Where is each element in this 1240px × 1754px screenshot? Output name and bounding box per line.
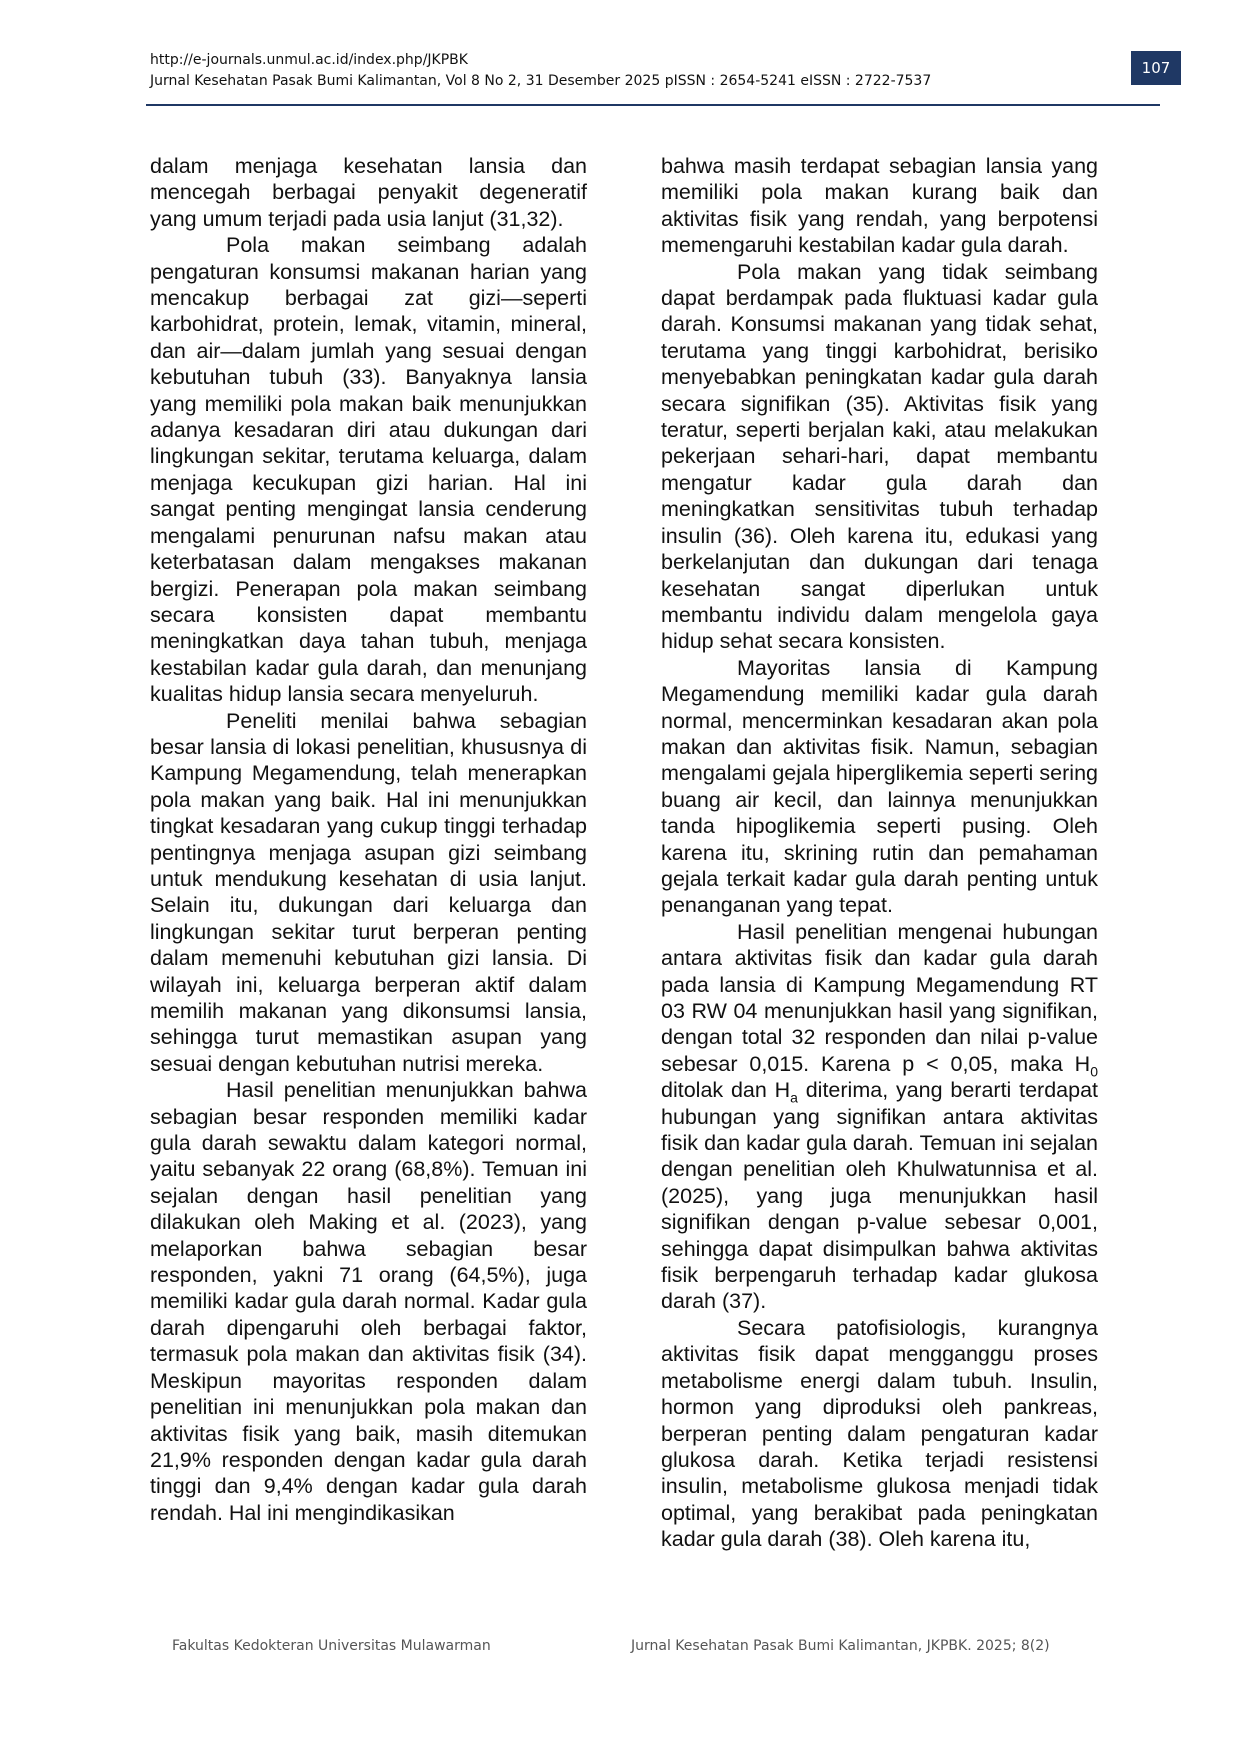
paragraph: Secara patofisiologis, kurangnya aktivitas fisik dapat mengganggu proses metabolisme energi dalam tubuh. Insulin, hormon yang diproduksi oleh pankreas, berperan penting dalam pengaturan kadar glukosa darah. Ketika terjadi resistensi insulin, metabolisme glukosa menjadi tidak optimal, yang berakibat pada peningkatan kadar gula darah (38). Oleh karena itu, [661,1315,1098,1552]
journal-citation-line: Jurnal Kesehatan Pasak Bumi Kalimantan, Vol 8 No 2, 31 Desember 2025 pISSN : 2654-5241 eISSN : 2722-7537 [150,73,932,89]
footer-faculty: Fakultas Kedokteran Universitas Mulawarman [172,1638,491,1654]
left-column [150,153,587,1526]
paragraph: Peneliti menilai bahwa sebagian besar lansia di lokasi penelitian, khususnya di Kampung Megamendung, telah menerapkan pola makan yang baik. Hal ini menunjukkan tingkat kesadaran yang cukup tinggi terhadap pentingnya menjaga asupan gizi seimbang untuk mendukung kesehatan di usia lanjut. Selain itu, dukungan dari keluarga dan lingkungan sekitar turut berperan penting dalam memenuhi kebutuhan gizi lansia. Di wilayah ini, keluarga berperan aktif dalam memilih makanan yang dikonsumsi lansia, sehingga turut memastikan asupan yang sesuai dengan kebutuhan nutrisi mereka. [150,708,587,1076]
paragraph: dalam menjaga kesehatan lansia dan mencegah berbagai penyakit degeneratif yang umum terjadi pada usia lanjut (31,32). [150,154,587,231]
paragraph: Pola makan seimbang adalah pengaturan konsumsi makanan harian yang mencakup berbagai zat gizi—seperti karbohidrat, protein, lemak, vitamin, mineral, dan air—dalam jumlah yang sesuai dengan kebutuhan tubuh (33). Banyaknya lansia yang memiliki pola makan baik menunjukkan adanya kesadaran diri atau dukungan dari lingkungan sekitar, terutama keluarga, dalam menjaga kecukupan gizi harian. Hal ini sangat penting mengingat lansia cenderung mengalami penurunan nafsu makan atau keterbatasan dalam mengakses makanan bergizi. Penerapan pola makan seimbang secara konsisten dapat membantu meningkatkan daya tahan tubuh, menjaga kestabilan kadar gula darah, dan menunjang kualitas hidup lansia secara menyeluruh. [150,233,587,707]
paragraph: bahwa masih terdapat sebagian lansia yang memiliki pola makan kurang baik dan aktivitas fisik yang rendah, yang berpotensi memengaruhi kestabilan kadar gula darah. [661,154,1098,258]
paragraph: Hasil penelitian menunjukkan bahwa sebagian besar responden memiliki kadar gula darah sewaktu dalam kategori normal, yaitu sebanyak 22 orang (68,8%). Temuan ini sejalan dengan hasil penelitian yang dilakukan oleh Making et al. (2023), yang melaporkan bahwa sebagian besar responden, yakni 71 orang (64,5%), juga memiliki kadar gula darah normal. Kadar gula darah dipengaruhi oleh berbagai faktor, termasuk pola makan dan aktivitas fisik (34). Meskipun mayoritas responden dalam penelitian ini menunjukkan pola makan dan aktivitas fisik yang baik, masih ditemukan 21,9% responden dengan kadar gula darah tinggi dan 9,4% dengan kadar gula darah rendah. Hal ini mengindikasikan [150,1078,587,1525]
subscript-a: a [790,1089,798,1106]
paragraph-text: diterima, yang berarti terdapat hubungan yang signifikan antara aktivitas fisik dan kadar gula darah. Temuan ini sejalan dengan penelitian oleh Khulwatunnisa et al. (2025), yang juga menunjukkan hasil signifikan dengan p-value sebesar 0,001, sehingga dapat disimpulkan bahwa aktivitas fisik berpengaruh terhadap kadar glukosa darah (37). [661,1078,1098,1314]
paragraph-text: Hasil penelitian mengenai hubungan antara aktivitas fisik dan kadar gula darah pada lansia di Kampung Megamendung RT 03 RW 04 menunjukkan hasil yang signifikan, dengan total 32 responden dan nilai p-value sebesar 0,015. Karena p < 0,05, maka H [661,919,1098,1076]
subscript-zero: 0 [1090,1063,1098,1080]
paragraph-hypothesis [661,919,1098,1315]
paragraph: Pola makan yang tidak seimbang dapat berdampak pada fluktuasi kadar gula darah. Konsumsi makanan yang tidak sehat, terutama yang tinggi karbohidrat, berisiko menyebabkan peningkatan kadar gula darah secara signifikan (35). Aktivitas fisik yang teratur, seperti berjalan kaki, atau melakukan pekerjaan sehari-hari, dapat membantu mengatur kadar gula darah dan meningkatkan sensitivitas tubuh terhadap insulin (36). Oleh karena itu, edukasi yang berkelanjutan dan dukungan dari tenaga kesehatan sangat diperlukan untuk membantu individu dalam mengelola gaya hidup sehat secara konsisten. [661,259,1098,654]
header-divider [146,104,1160,106]
page-number-badge: 107 [1131,51,1181,85]
right-column [661,153,1098,1553]
paragraph-text: ditolak dan H [661,1078,791,1103]
paragraph: Mayoritas lansia di Kampung Megamendung memiliki kadar gula darah normal, mencerminkan kesadaran akan pola makan dan aktivitas fisik. Namun, sebagian mengalami gejala hiperglikemia seperti sering buang air kecil, dan lainnya menunjukkan tanda hipoglikemia seperti pusing. Oleh karena itu, skrining rutin dan pemahaman gejala terkait kadar gula darah penting untuk penanganan yang tepat. [661,655,1098,918]
journal-url[interactable]: http://e-journals.unmul.ac.id/index.php/JKPBK [150,52,468,68]
page-header [150,50,1150,92]
footer-journal: Jurnal Kesehatan Pasak Bumi Kalimantan, JKPBK. 2025; 8(2) [631,1638,1050,1654]
